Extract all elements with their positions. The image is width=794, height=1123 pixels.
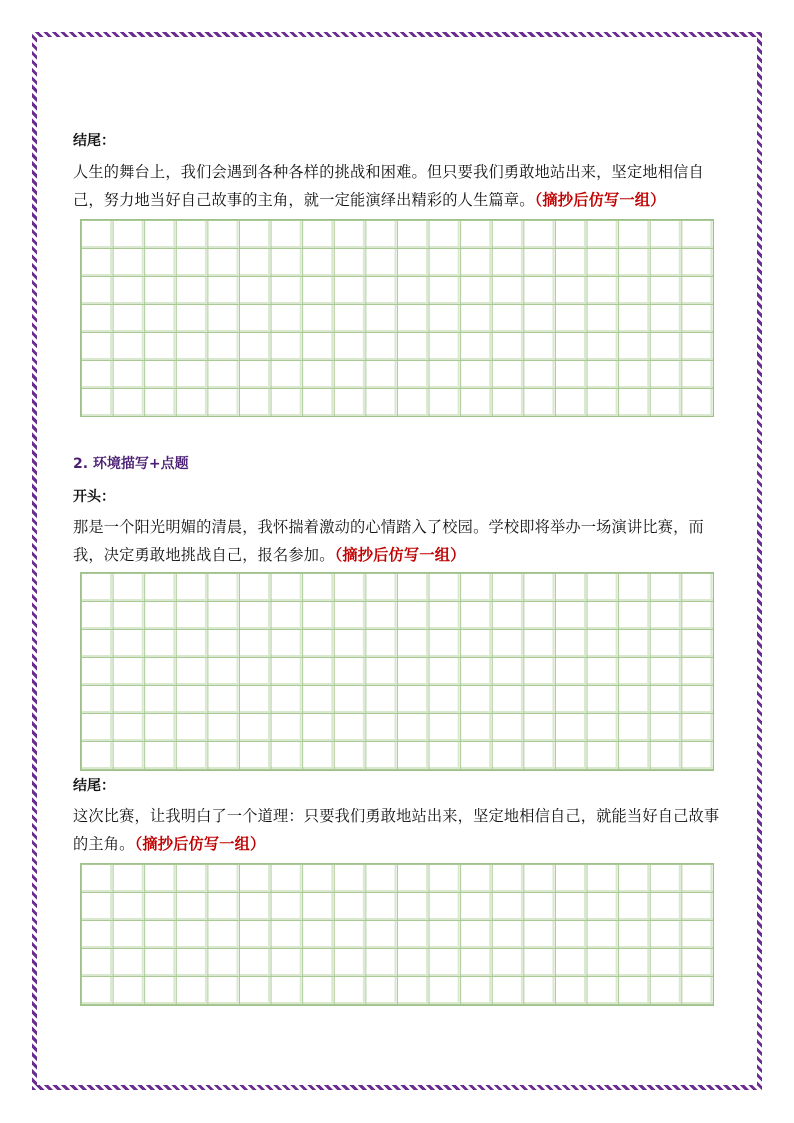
writing-grid[interactable] — [80, 863, 714, 1006]
ending-label: 结尾： — [73, 133, 115, 149]
ending-text: 人生的舞台上，我们会遇到各种各样的挑战和困难。但只要我们勇敢地站出来，坚定地相信自己，努力地当好自己故事的主角，就一定能演绎出精彩的人生篇章。 — [73, 163, 704, 209]
opening-label: 开头： — [73, 489, 115, 505]
copy-note: （摘抄后仿写一组） — [334, 546, 466, 564]
ending-paragraph — [73, 802, 733, 858]
opening-paragraph — [73, 513, 733, 569]
ending-text: 这次比赛，让我明白了一个道理：只要我们勇敢地站出来，坚定地相信自己，就能当好自己故事的主角。 — [73, 807, 720, 853]
opening-text: 那是一个阳光明媚的清晨，我怀揣着激动的心情踏入了校园。学校即将举办一场演讲比赛，而我，决定勇敢地挑战自己，报名参加。 — [73, 518, 704, 564]
section-title: 2. 环境描写+点题 — [73, 456, 189, 472]
writing-grid[interactable] — [80, 572, 714, 771]
copy-note: （摘抄后仿写一组） — [134, 835, 266, 853]
ending-paragraph — [73, 158, 733, 214]
writing-grid[interactable] — [80, 219, 714, 417]
ending-label: 结尾： — [73, 778, 115, 794]
copy-note: （摘抄后仿写一组） — [534, 191, 666, 209]
